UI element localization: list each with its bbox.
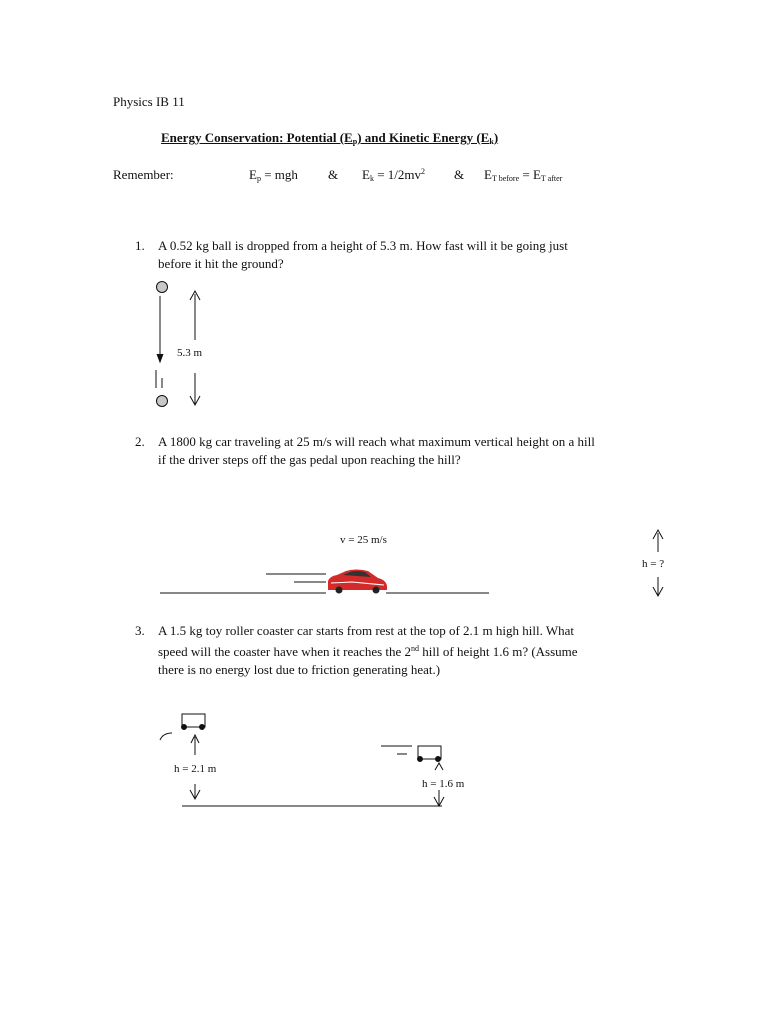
question-3-text: A 1.5 kg toy roller coaster car starts from rest at the top of 2.1 m high hill. What speed will the coaster have when it reaches the 2nd hill of height 1.6 m? (Assume there is no energy lost due to friction generating heat.) xyxy=(158,623,578,677)
ball-top-icon xyxy=(157,282,168,293)
ampersand-2: & xyxy=(454,167,465,182)
question-1-text: A 0.52 kg ball is dropped from a height of 5.3 m. How fast will it be going just before it hit the ground? xyxy=(158,238,568,271)
ball-height-label: 5.3 m xyxy=(177,347,203,359)
course-label: Physics IB 11 xyxy=(113,94,185,109)
remember-label: Remember: xyxy=(113,167,174,182)
coaster-car-1-icon xyxy=(182,714,206,730)
formula-conservation: $E_{T before} = E_{T after}$ xyxy=(484,167,563,183)
formula-kinetic: $E_k = 1/2mv^2$ xyxy=(362,167,426,183)
car-velocity-label: v = 25 m/s xyxy=(340,534,387,546)
question-2-text: A 1800 kg car traveling at 25 m/s will reach what maximum vertical height on a hill if the driver steps off the gas pedal upon reaching the hill? xyxy=(158,434,595,467)
falling-ball-diagram xyxy=(156,282,203,407)
car-icon xyxy=(328,570,387,594)
question-3-number: 3. xyxy=(135,623,145,638)
ball-bottom-icon xyxy=(157,396,168,407)
worksheet-title: Energy Conservation: Potential $(E_p)$ and Kinetic Energy $(E_k)$ xyxy=(161,130,499,146)
coaster-height-1-label: h = 2.1 m xyxy=(174,763,217,775)
hill-height-label: h = ? xyxy=(642,558,665,570)
car-diagram xyxy=(160,530,663,596)
ampersand-1: & xyxy=(328,167,339,182)
coaster-height-2-label: h = 1.6 m xyxy=(422,778,465,790)
question-1-number: 1. xyxy=(135,238,145,253)
question-2-number: 2. xyxy=(135,434,145,449)
formula-potential: $E_p$ = mgh xyxy=(249,167,298,183)
coaster-car-2-icon xyxy=(418,746,442,762)
roller-coaster-diagram xyxy=(160,714,444,806)
